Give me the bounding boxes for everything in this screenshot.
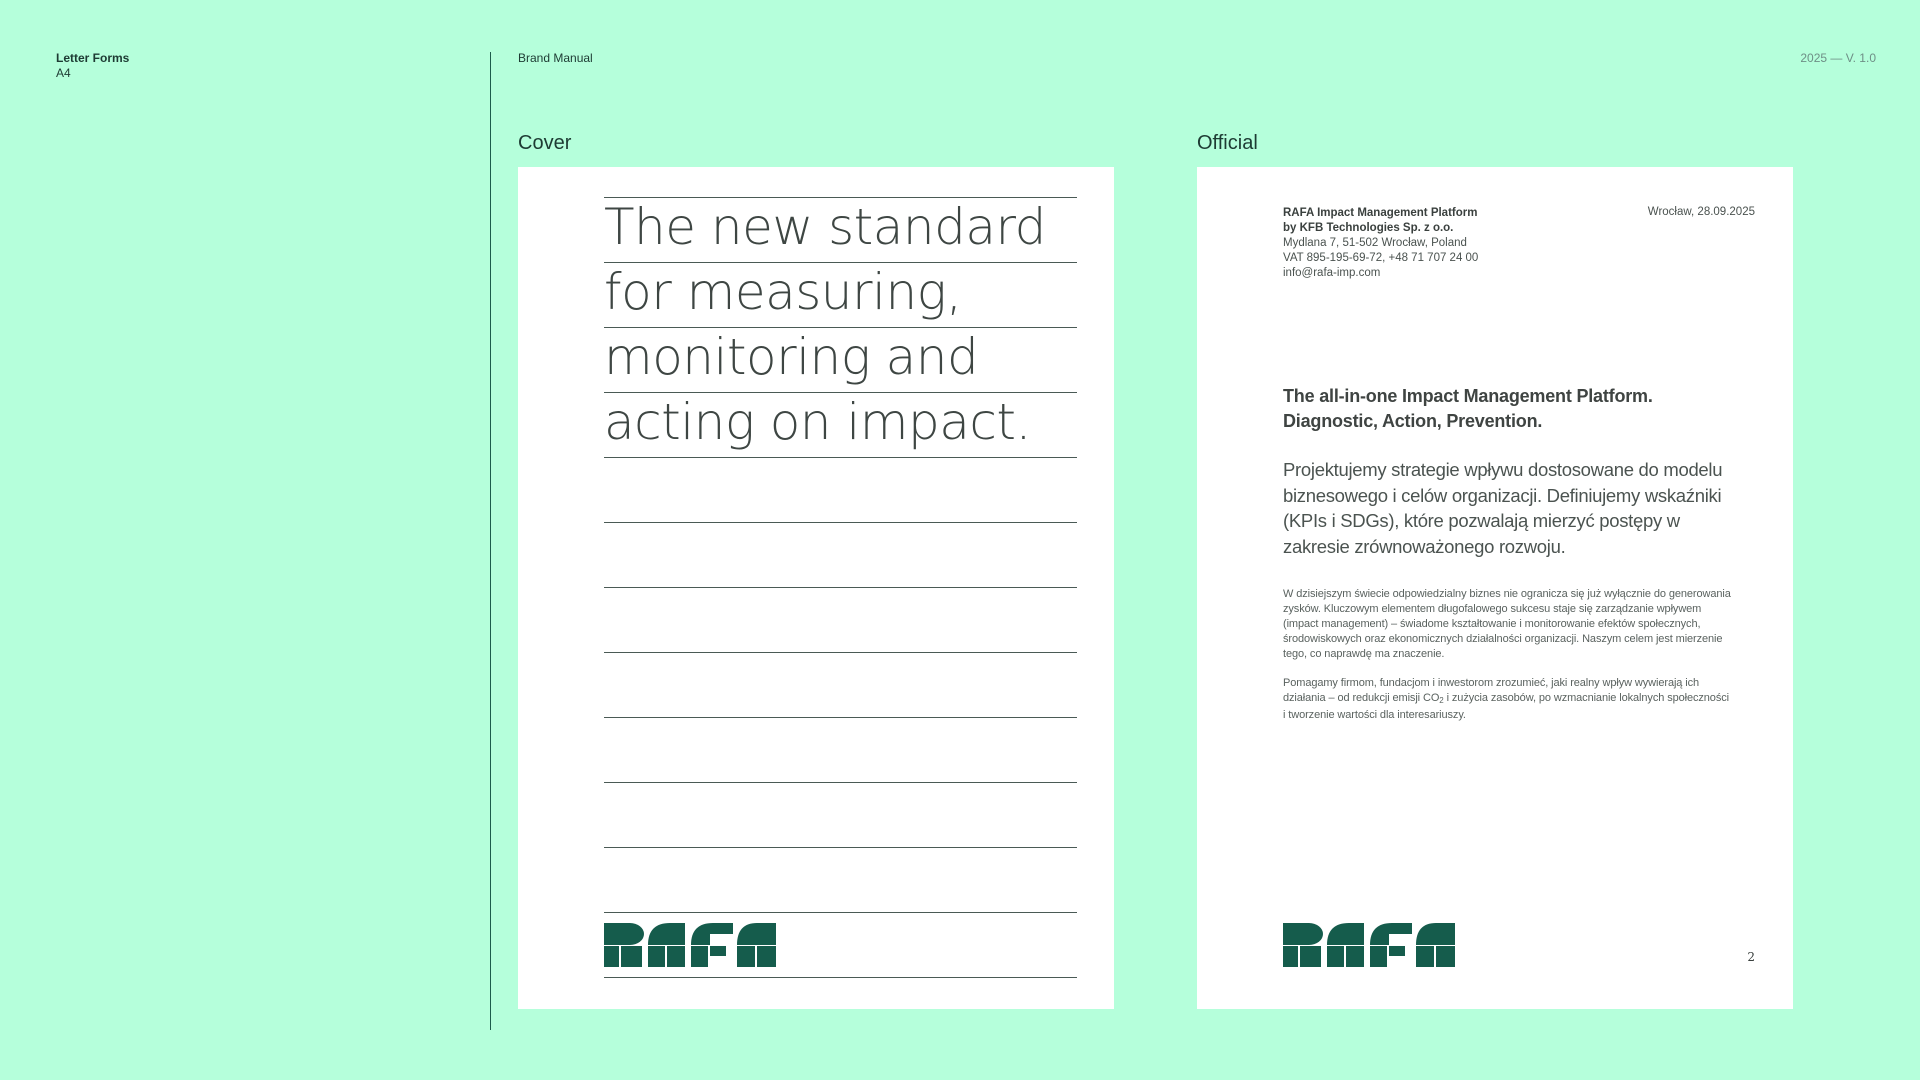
body-text: Pomagamy firmom, fundacjom i inwestorom zrozumieć, jaki realny wpływ wywierają ich działania – od redukcji emisji CO: [1283, 677, 1700, 704]
street-address: Mydlana 7, 51-502 Wrocław, Poland: [1283, 237, 1467, 249]
cover-title-line: acting on impact.: [604, 393, 1031, 451]
letter-date: Wrocław, 28.09.2025: [1647, 206, 1755, 218]
cover-title-line: for measuring,: [604, 263, 962, 321]
letter-forms-meta: [56, 51, 129, 81]
vat-phone: VAT 895-195-69-72, +48 71 707 24 00: [1283, 252, 1479, 264]
rule-line: [604, 587, 1077, 588]
official-page: [1197, 167, 1793, 1009]
version-label: 2025 — V. 1.0: [1800, 51, 1876, 65]
manual-label: Brand Manual: [518, 51, 593, 65]
divider-line: [490, 52, 491, 1030]
rule-line: [604, 912, 1077, 913]
body-text: i zużycia zasobów, po wzmacnianie lokalnych społeczności i tworzenie wartości dla interesariuszy.: [1283, 692, 1729, 721]
subscript: 2: [1439, 696, 1444, 705]
company-by: by KFB Technologies Sp. z o.o.: [1283, 222, 1454, 234]
cover-title-line: monitoring and: [604, 328, 979, 386]
cover-page: [518, 167, 1114, 1009]
cover-title-line: The new standard: [604, 198, 1046, 256]
official-label: Official: [1197, 132, 1258, 154]
page-number: 2: [1747, 950, 1755, 964]
rule-line: [604, 652, 1077, 653]
lead-paragraph: Projektujemy strategie wpływu dostosowane do modelu biznesowego i celów organizacji. Definiujemy wskaźniki (KPIs i SDGs), które pozwalają mierzyć postępy w zakresie zrównoważonego rozwoju.: [1283, 459, 1723, 557]
body-paragraph-2: [1283, 676, 1733, 723]
body-paragraph: W dzisiejszym świecie odpowiedzialny biznes nie ogranicza się już wyłącznie do generowania zysków. Kluczowym elementem długofalowego sukcesu staje się zarządzanie wpływem (impact management) – świadome kształtowanie i monitorowanie efektów społecznych, środowiskowych oraz ekonomicznych działalności organizacji. Naszym celem jest mierzenie tego, co naprawdę ma znaczenie.: [1283, 588, 1731, 660]
rule-line: [604, 847, 1077, 848]
rafa-logo: [604, 923, 776, 967]
sender-address: [1283, 206, 1478, 281]
section-title: Letter Forms: [56, 51, 130, 65]
rule-line: [604, 717, 1077, 718]
cover-label: Cover: [518, 132, 572, 154]
rule-line: [604, 457, 1077, 458]
rule-line: [604, 782, 1077, 783]
headline-line: The all-in-one Impact Management Platform.: [1283, 386, 1653, 406]
section-subtitle: A4: [56, 66, 71, 80]
rafa-logo: [1283, 923, 1455, 967]
email: info@rafa-imp.com: [1283, 267, 1381, 279]
rule-line: [604, 522, 1077, 523]
rule-line: [604, 977, 1077, 978]
letter-headline: [1283, 384, 1743, 434]
headline-line: Diagnostic, Action, Prevention.: [1283, 411, 1543, 431]
company-name: RAFA Impact Management Platform: [1283, 207, 1478, 219]
cover-title: [604, 195, 1084, 455]
